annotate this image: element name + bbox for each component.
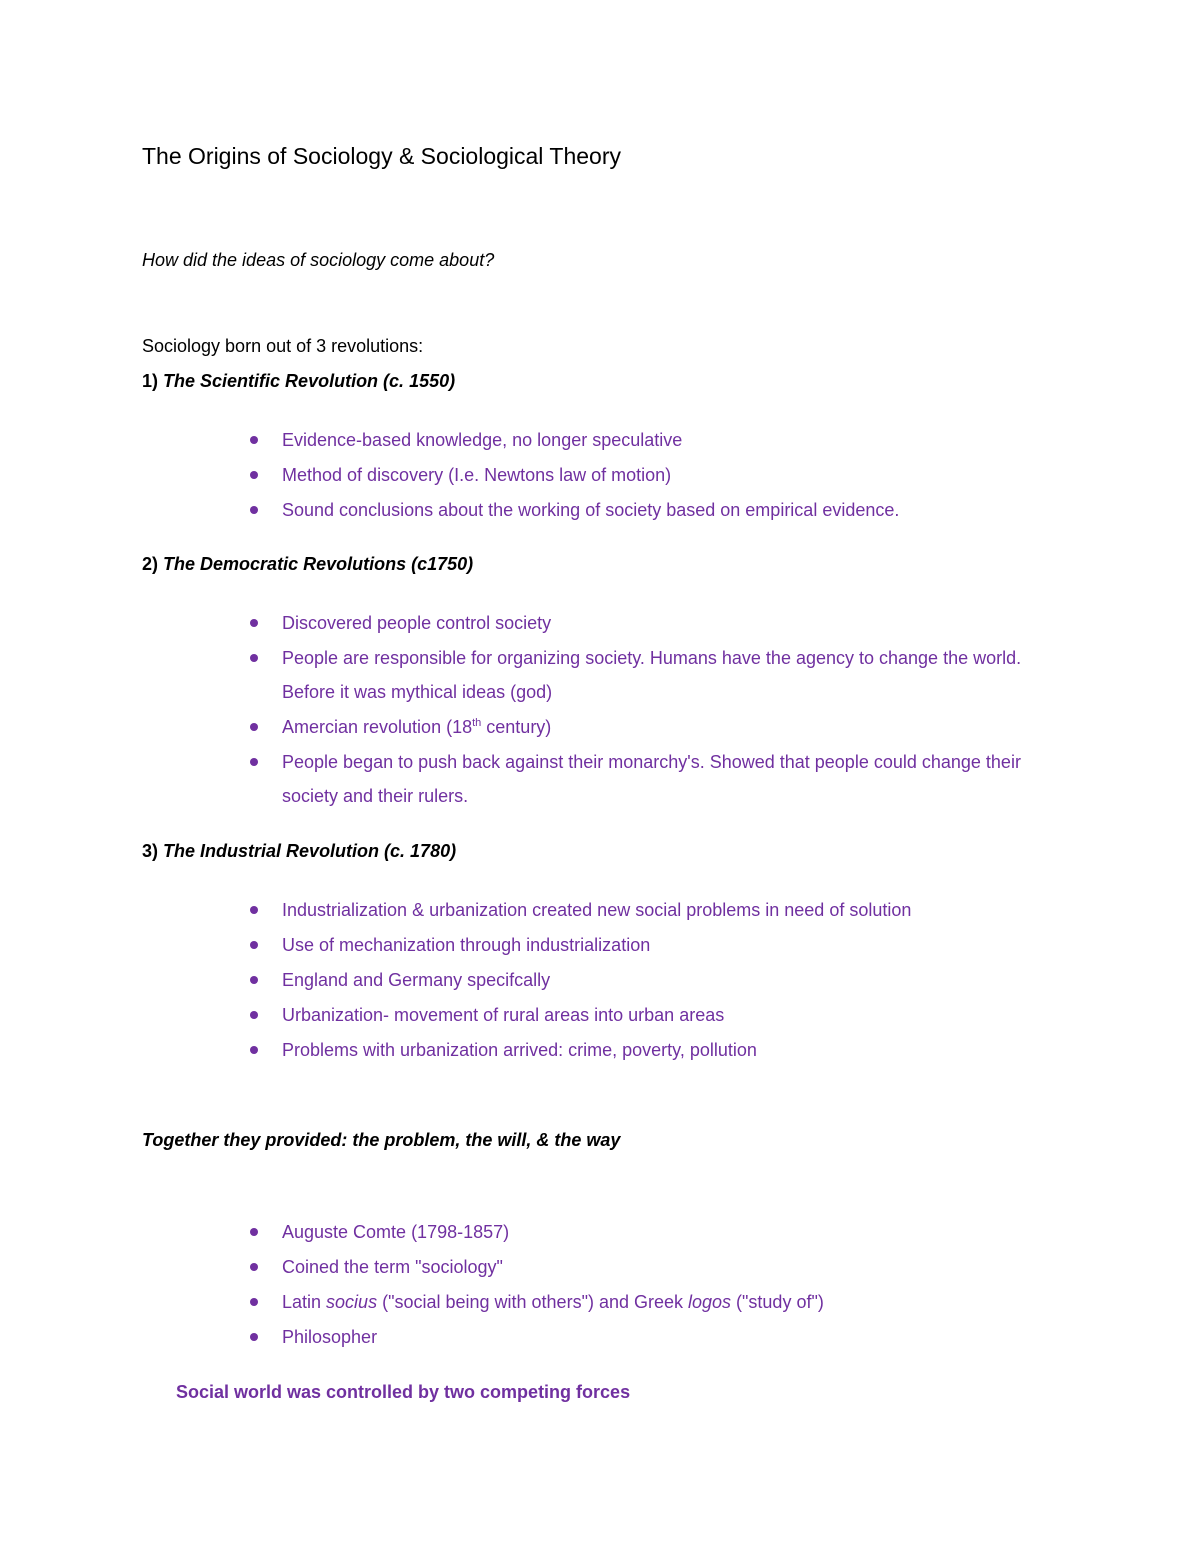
list-item — [250, 710, 1050, 744]
page-title: The Origins of Sociology & Sociological Theory — [142, 143, 621, 169]
bullet-icon — [250, 1298, 258, 1306]
section-title: The Scientific Revolution (c. 1550) — [163, 371, 456, 391]
bullet-icon — [250, 471, 258, 479]
bullet-icon — [250, 906, 258, 914]
section-number: 1) — [142, 371, 159, 391]
bullet-icon — [250, 1228, 258, 1236]
bullet-text: Coined the term "sociology" — [282, 1257, 503, 1277]
bullet-icon — [250, 436, 258, 444]
list-item — [250, 963, 1070, 997]
section-heading-democratic — [142, 554, 473, 575]
superscript: th — [472, 717, 482, 729]
list-item — [250, 998, 1070, 1032]
bullet-text: Sound conclusions about the working of society based on empirical evidence. — [282, 500, 900, 520]
bullet-icon — [250, 1046, 258, 1054]
bullet-text: Philosopher — [282, 1327, 378, 1347]
list-item — [250, 1320, 1070, 1354]
list-item — [250, 493, 1070, 527]
list-item — [250, 1250, 1070, 1284]
bullet-text: Auguste Comte (1798-1857) — [282, 1222, 510, 1242]
bullet-text: People are responsible for organizing society. Humans have the agency to change the world. Before it was mythical ideas (god) — [282, 648, 1022, 702]
section-heading-scientific — [142, 371, 455, 392]
list-item — [250, 458, 1070, 492]
bullet-text: People began to push back against their monarchy's. Showed that people could change their society and their rulers. — [282, 752, 1021, 806]
bullet-list-democratic — [250, 606, 1050, 814]
section-title: The Industrial Revolution (c. 1780) — [163, 841, 457, 861]
guiding-question: How did the ideas of sociology come about? — [142, 250, 495, 270]
bullet-text: Discovered people control society — [282, 613, 552, 633]
summary-line: Together they provided: the problem, the will, & the way — [142, 1130, 621, 1150]
bullet-list-comte — [250, 1215, 1070, 1355]
italic-term: socius — [326, 1292, 378, 1312]
list-item — [250, 928, 1070, 962]
section-number: 2) — [142, 554, 159, 574]
list-item — [250, 1215, 1070, 1249]
bullet-text: Amercian revolution (18 — [282, 717, 473, 737]
bullet-icon — [250, 619, 258, 627]
bullet-text: ("social being with others") and Greek — [377, 1292, 688, 1312]
bullet-icon — [250, 506, 258, 514]
bullet-text: ("study of") — [731, 1292, 824, 1312]
forces-line: Social world was controlled by two competing forces — [176, 1382, 631, 1402]
section-number: 3) — [142, 841, 159, 861]
bullet-icon — [250, 723, 258, 731]
list-item — [250, 745, 1050, 813]
bullet-text: Problems with urbanization arrived: crime, poverty, pollution — [282, 1040, 757, 1060]
bullet-icon — [250, 1263, 258, 1271]
list-item — [250, 1285, 1070, 1319]
list-item — [250, 893, 1070, 927]
bullet-icon — [250, 654, 258, 662]
bullet-list-industrial — [250, 893, 1070, 1068]
list-item — [250, 1033, 1070, 1067]
list-item — [250, 423, 1070, 457]
bullet-text: Industrialization & urbanization created new social problems in need of solution — [282, 900, 912, 920]
bullet-icon — [250, 758, 258, 766]
bullet-text: Use of mechanization through industrialization — [282, 935, 651, 955]
italic-term: logos — [688, 1292, 732, 1312]
bullet-text: Latin — [282, 1292, 327, 1312]
bullet-icon — [250, 1011, 258, 1019]
bullet-icon — [250, 976, 258, 984]
bullet-text: Method of discovery (I.e. Newtons law of motion) — [282, 465, 672, 485]
bullet-text: Urbanization- movement of rural areas into urban areas — [282, 1005, 725, 1025]
bullet-icon — [250, 941, 258, 949]
bullet-icon — [250, 1333, 258, 1341]
intro-line: Sociology born out of 3 revolutions: — [142, 336, 424, 356]
list-item — [250, 641, 1050, 709]
bullet-text: England and Germany specifcally — [282, 970, 551, 990]
bullet-text-tail: century) — [481, 717, 552, 737]
bullet-text: Evidence-based knowledge, no longer speculative — [282, 430, 683, 450]
section-heading-industrial — [142, 841, 456, 862]
section-title: The Democratic Revolutions (c1750) — [163, 554, 474, 574]
list-item — [250, 606, 1050, 640]
bullet-list-scientific — [250, 423, 1070, 528]
